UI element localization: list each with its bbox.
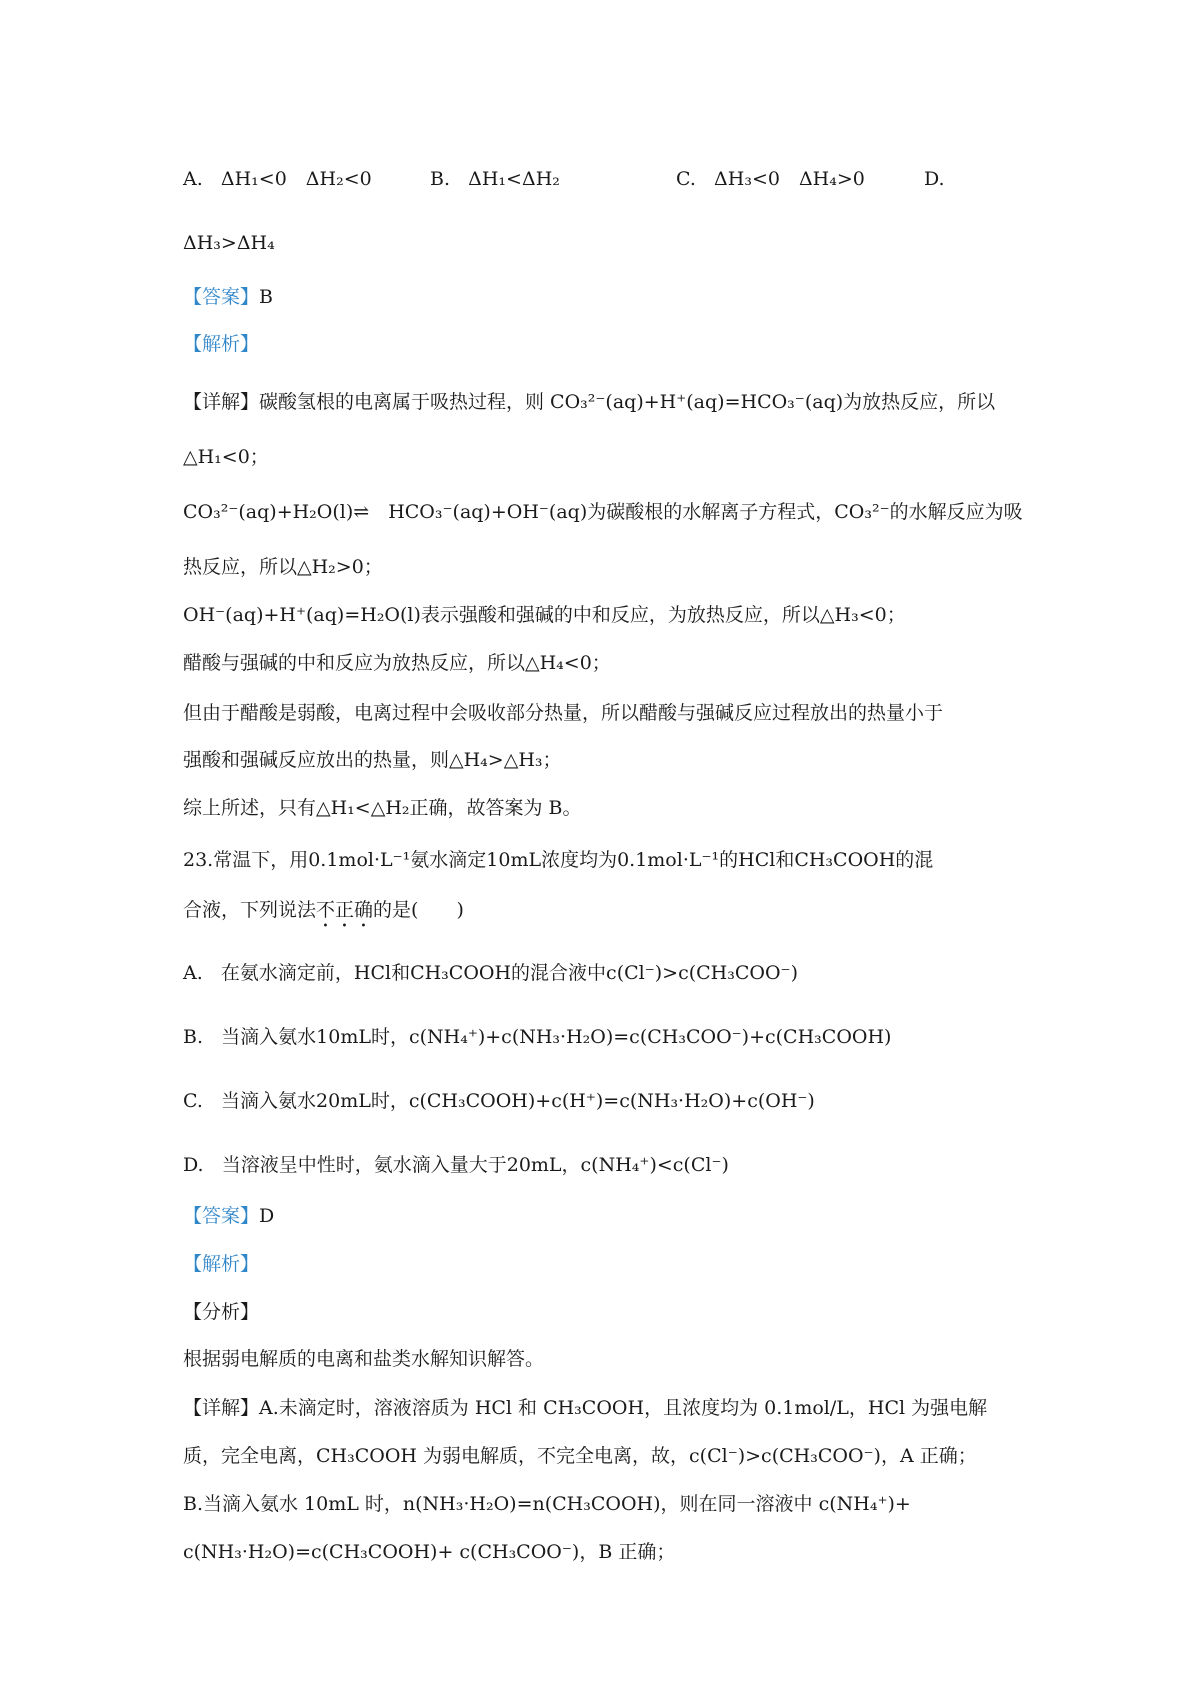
option-text: 当溶液呈中性时，氨水滴入量大于20mL，c(NH₄⁺)<c(Cl⁻) (221, 1154, 729, 1176)
q23-detail-line2: 质，完全电离，CH₃COOH 为弱电解质，不完全电离，故，c(Cl⁻)>c(CH₃COO⁻)，A 正确； (183, 1445, 977, 1467)
detail-text: A.未滴定时，溶液溶质为 HCl 和 CH₃COOH，且浓度均为 0.1mol/L，HCl 为强电解 (259, 1397, 988, 1419)
q22-option-c (676, 167, 865, 191)
q22-option-a (183, 167, 372, 191)
option-label: C. (183, 1090, 203, 1112)
detail-text: 碳酸氢根的电离属于吸热过程，则 CO₃²⁻(aq)+H⁺(aq)=HCO₃⁻(aq)为放热反应，所以 (259, 391, 996, 413)
q22-detail-line2: △H₁<0； (183, 446, 269, 468)
q22-detail-line3: CO₃²⁻(aq)+H₂O(l)⇌ HCO₃⁻(aq)+OH⁻(aq)为碳酸根的水解离子方程式，CO₃²⁻的水解反应为吸 (183, 501, 1023, 523)
option-text: ΔH₁<0 ΔH₂<0 (220, 168, 372, 190)
option-label: C. (676, 168, 696, 190)
stem-emphasis: 不正确 (316, 899, 374, 921)
q23-fenxi-text: 根据弱电解质的电离和盐类水解知识解答。 (183, 1348, 545, 1370)
q22-option-b (430, 167, 560, 191)
q23-detail-line3: B.当滴入氨水 10mL 时，n(NH₃·H₂O)=n(CH₃COOH)，则在同一溶液中 c(NH₄⁺)+ (183, 1493, 911, 1515)
q22-detail-line9: 综上所述，只有△H₁<△H₂正确，故答案为 B。 (183, 797, 582, 819)
q22-detail-line8: 强酸和强碱反应放出的热量，则△H₄>△H₃； (183, 749, 562, 771)
q22-option-d-label (924, 167, 945, 191)
q23-stem-line2 (183, 898, 464, 932)
q23-analysis-tag: 【解析】 (183, 1253, 260, 1275)
answer-tag: 【答案】 (183, 1205, 260, 1227)
q22-detail-line7: 但由于醋酸是弱酸，电离过程中会吸收部分热量，所以醋酸与强碱反应过程放出的热量小于 (183, 702, 944, 724)
option-label: A. (183, 168, 203, 190)
option-text: ΔH₃<0 ΔH₄>0 (714, 168, 865, 190)
q23-detail-line1 (183, 1396, 987, 1420)
answer-value: B (259, 286, 273, 308)
answer-tag: 【答案】 (183, 286, 260, 308)
option-text: 当滴入氨水20mL时，c(CH₃COOH)+c(H⁺)=c(NH₃·H₂O)+c(OH⁻) (221, 1090, 815, 1112)
q23-option-b (183, 1025, 891, 1049)
q22-option-d-text (183, 231, 275, 255)
q23-option-d (183, 1153, 729, 1177)
option-text: 当滴入氨水10mL时，c(NH₄⁺)+c(NH₃·H₂O)=c(CH₃COO⁻)+c(CH₃COOH) (221, 1026, 892, 1048)
q23-answer (183, 1204, 274, 1228)
q22-detail-line1 (183, 390, 995, 414)
detail-tag: 【详解】 (183, 391, 260, 413)
option-label: A. (183, 962, 203, 984)
option-label: D. (183, 1154, 204, 1176)
q22-detail-line4: 热反应，所以△H₂>0； (183, 556, 383, 578)
q22-detail-line5: OH⁻(aq)+H⁺(aq)=H₂O(l)表示强酸和强碱的中和反应，为放热反应，所以△H₃<0； (183, 604, 906, 626)
option-text: ΔH₁<ΔH₂ (468, 168, 560, 190)
q23-option-a (183, 961, 798, 985)
q23-fenxi-tag: 【分析】 (183, 1301, 260, 1323)
q22-detail-line6: 醋酸与强碱的中和反应为放热反应，所以△H₄<0； (183, 652, 611, 674)
option-label: B. (183, 1026, 204, 1048)
option-label: B. (430, 168, 451, 190)
answer-value: D (259, 1205, 275, 1227)
option-text: 在氨水滴定前，HCl和CH₃COOH的混合液中c(Cl⁻)>c(CH₃COO⁻) (220, 962, 798, 984)
option-text: ΔH₃>ΔH₄ (183, 232, 275, 254)
q22-answer (183, 285, 273, 309)
stem-text: 的是( ) (373, 899, 464, 921)
q23-option-c (183, 1089, 815, 1113)
q23-detail-line4: c(NH₃·H₂O)=c(CH₃COOH)+ c(CH₃COO⁻)，B 正确； (183, 1541, 676, 1563)
stem-text: 合液，下列说法 (183, 899, 317, 921)
detail-tag: 【详解】 (183, 1397, 260, 1419)
q22-analysis-tag: 【解析】 (183, 333, 260, 355)
q23-stem-line1: 23.常温下，用0.1mol·L⁻¹氨水滴定10mL浓度均为0.1mol·L⁻¹的HCl和CH₃COOH的混 (183, 849, 934, 871)
option-label: D. (924, 168, 945, 190)
